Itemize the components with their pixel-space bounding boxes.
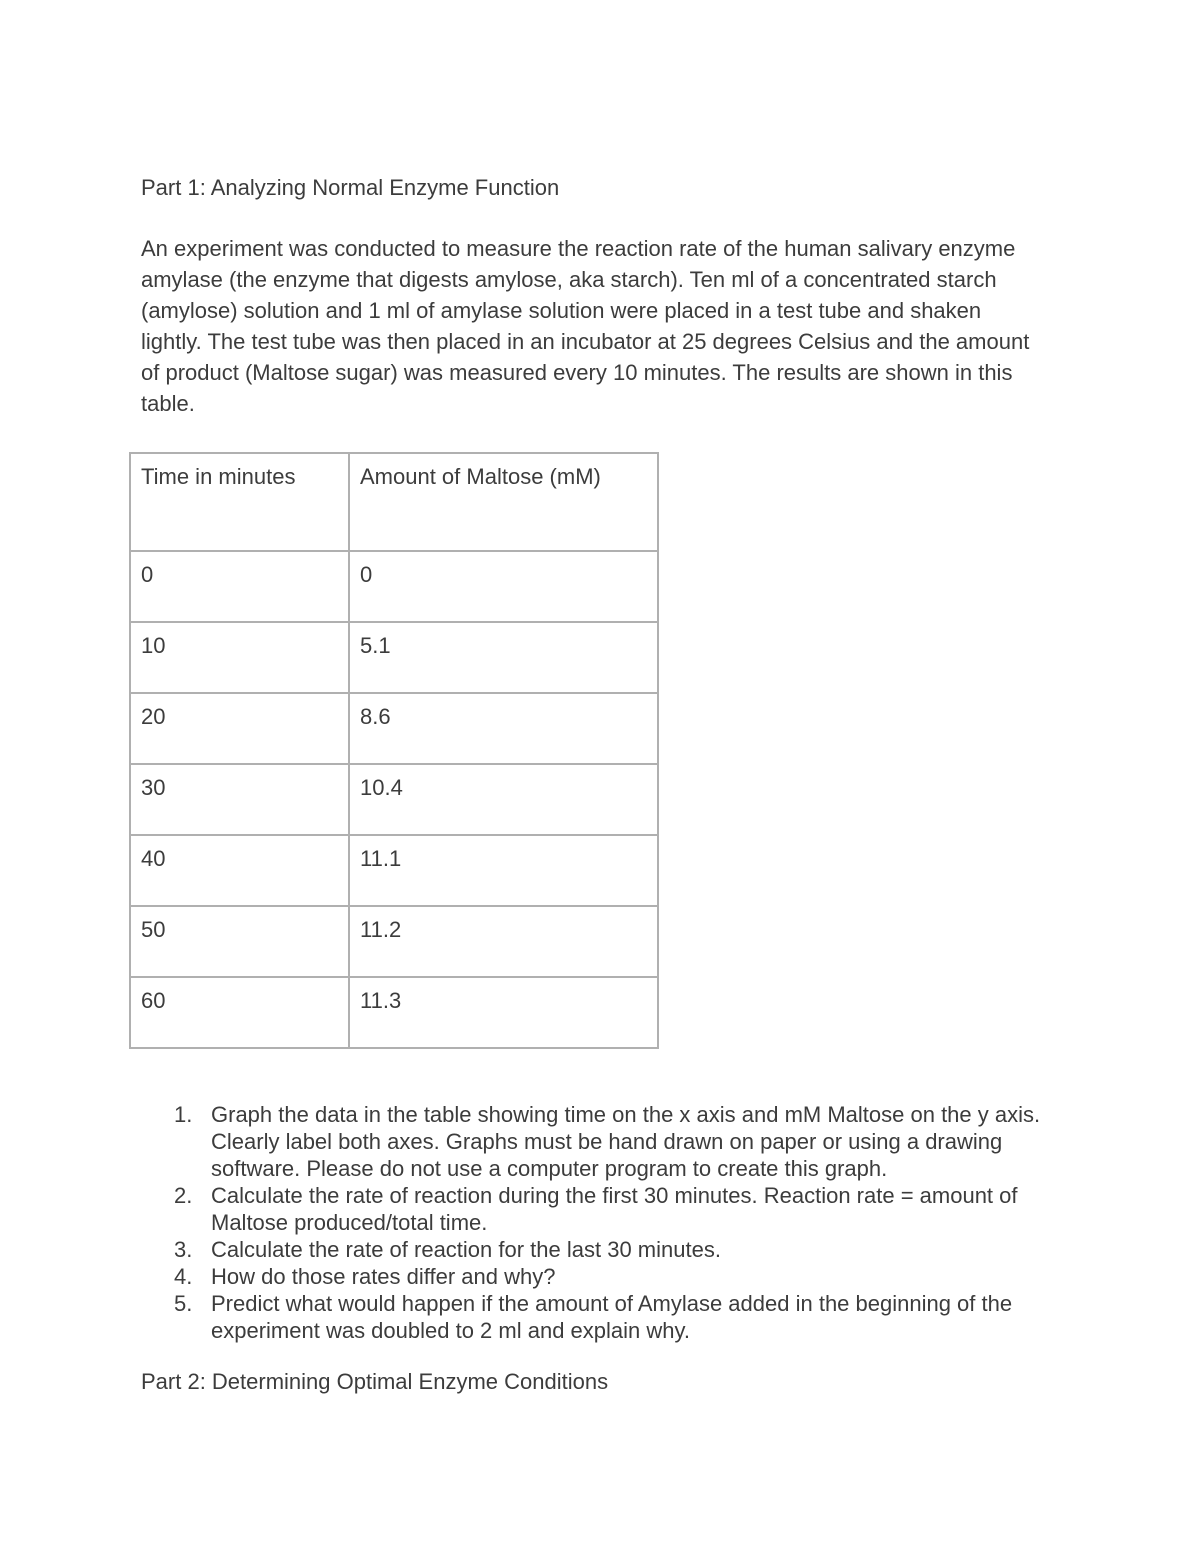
table-cell-maltose: 5.1 [349, 622, 658, 693]
question-item [174, 1263, 1054, 1290]
table-cell-time: 0 [130, 551, 349, 622]
table-row [130, 622, 658, 693]
table-cell-maltose: 8.6 [349, 693, 658, 764]
table-row [130, 693, 658, 764]
question-number: 5. [174, 1291, 193, 1316]
table-row [130, 764, 658, 835]
question-number: 4. [174, 1264, 193, 1289]
question-number: 2. [174, 1183, 193, 1208]
table-header-time: Time in minutes [130, 453, 349, 551]
table-row [130, 551, 658, 622]
table-cell-time: 30 [130, 764, 349, 835]
table-cell-maltose: 0 [349, 551, 658, 622]
question-text: Calculate the rate of reaction for the last 30 minutes. [211, 1237, 721, 1262]
question-text: Predict what would happen if the amount of Amylase added in the beginning of the experiment was doubled to 2 ml and explain why. [211, 1291, 1013, 1343]
table-cell-time: 60 [130, 977, 349, 1048]
question-list [174, 1101, 1054, 1344]
question-item [174, 1182, 1054, 1236]
table-row [130, 977, 658, 1048]
part2-title: Part 2: Determining Optimal Enzyme Conditions [141, 1369, 609, 1394]
question-item [174, 1236, 1054, 1263]
question-text: Calculate the rate of reaction during the first 30 minutes. Reaction rate = amount of Maltose produced/total time. [211, 1183, 1018, 1235]
table-cell-time: 20 [130, 693, 349, 764]
table-cell-time: 10 [130, 622, 349, 693]
maltose-data-table [129, 452, 659, 1049]
table-header-row [130, 453, 658, 551]
table-cell-time: 40 [130, 835, 349, 906]
table-cell-maltose: 10.4 [349, 764, 658, 835]
table-row [130, 835, 658, 906]
table-cell-maltose: 11.3 [349, 977, 658, 1048]
part1-intro-paragraph: An experiment was conducted to measure the reaction rate of the human salivary enzyme amylase (the enzyme that digests amylose, aka starch). Ten ml of a concentrated starch (amylose) solution and 1 ml of amylase solution were placed in a test tube and shaken lightly. The test tube was then placed in an incubator at 25 degrees Celsius and the amount of product (Maltose sugar) was measured every 10 minutes. The results are shown in this table. [141, 236, 1030, 416]
question-item [174, 1290, 1054, 1344]
table-cell-maltose: 11.2 [349, 906, 658, 977]
table-cell-maltose: 11.1 [349, 835, 658, 906]
question-text: Graph the data in the table showing time on the x axis and mM Maltose on the y axis. Clearly label both axes. Graphs must be hand drawn on paper or using a drawing software. Please do not use a computer program to create this graph. [211, 1102, 1041, 1181]
part1-title: Part 1: Analyzing Normal Enzyme Function [141, 175, 560, 200]
question-number: 3. [174, 1237, 193, 1262]
question-item [174, 1101, 1054, 1182]
table-header-maltose: Amount of Maltose (mM) [349, 453, 658, 551]
table-row [130, 906, 658, 977]
question-text: How do those rates differ and why? [211, 1264, 556, 1289]
table-cell-time: 50 [130, 906, 349, 977]
question-number: 1. [174, 1102, 193, 1127]
